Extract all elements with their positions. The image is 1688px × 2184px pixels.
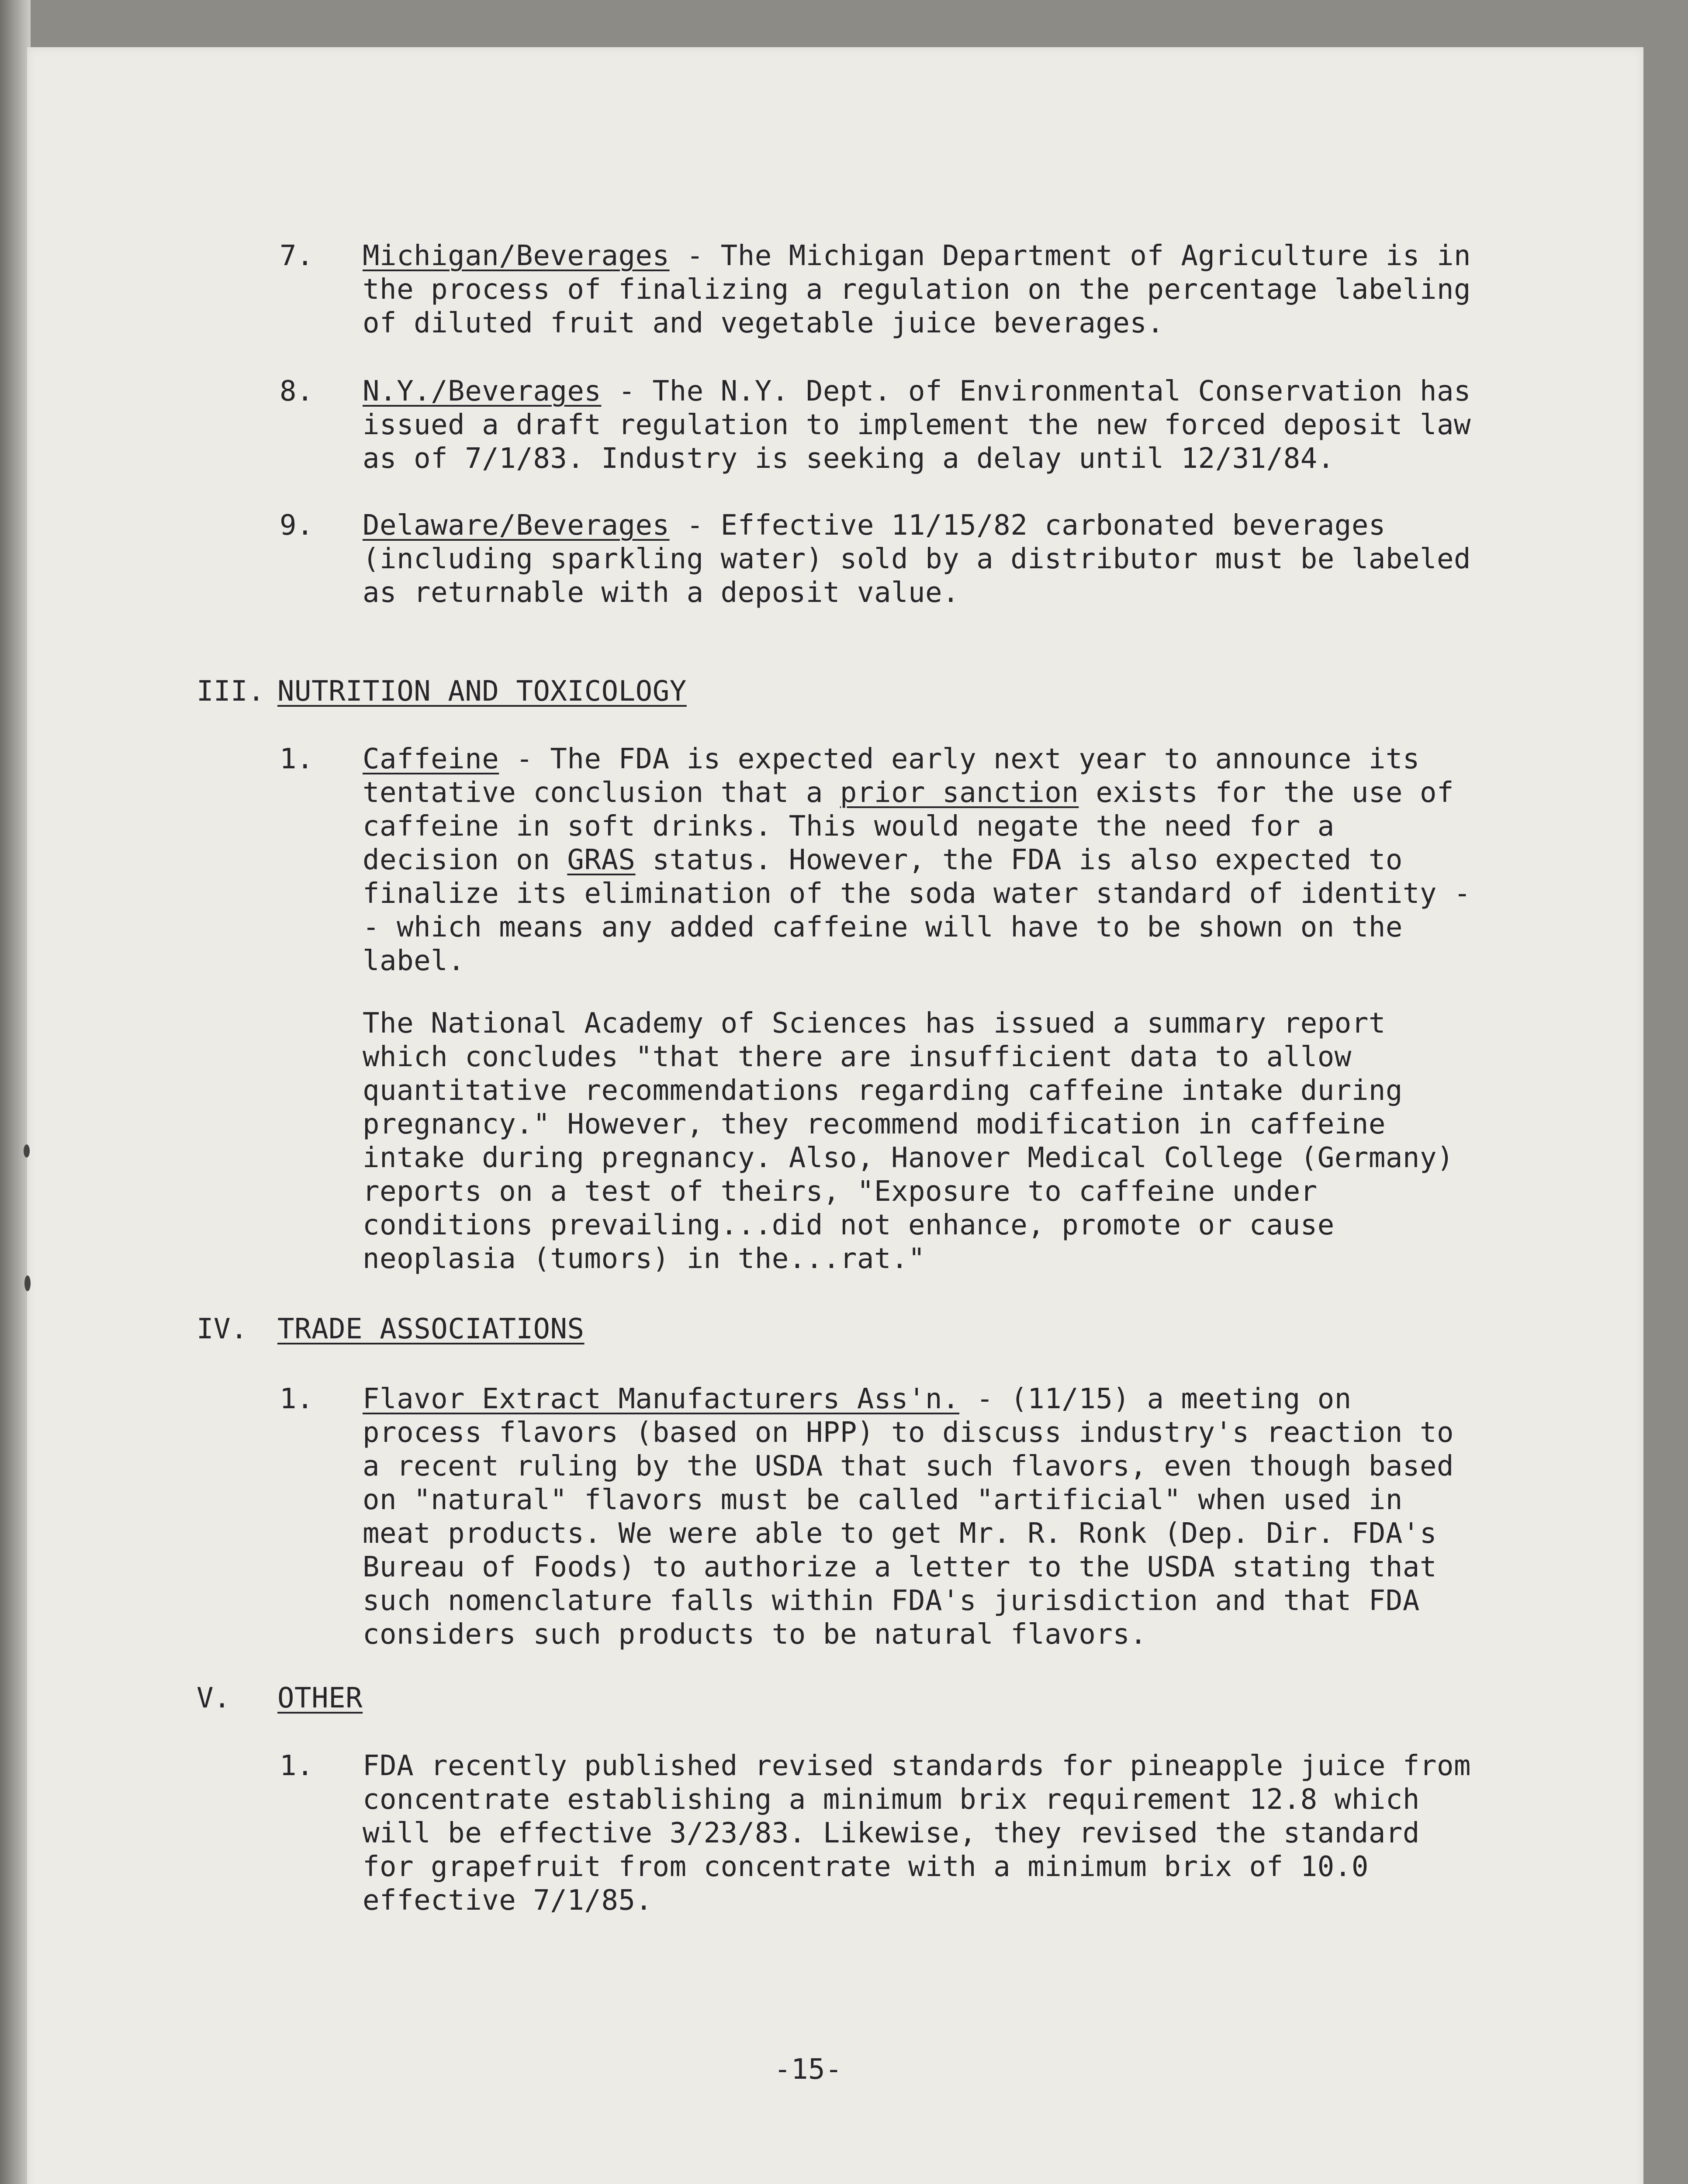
section-numeral: III. xyxy=(197,675,265,708)
section-numeral: V. xyxy=(197,1682,231,1714)
item-text: - The FDA is expected early next year to announce its tentative conclusion that a xyxy=(363,743,1420,809)
item-number: 7. xyxy=(280,240,314,272)
item-text: exists for the use of caffeine in soft drinks. This would negate the need for a decision on xyxy=(363,777,1454,876)
page-number: -15- xyxy=(774,2053,843,2086)
caffeine-paragraph-2 xyxy=(363,1007,1477,1276)
section-numeral: IV. xyxy=(197,1313,248,1345)
item-fda-standards xyxy=(363,1749,1477,1918)
item-ny-beverages xyxy=(363,375,1477,476)
prior-sanction-term: prior sanction xyxy=(840,777,1079,809)
item-heading: Delaware/Beverages xyxy=(363,509,670,542)
item-flavor-extract xyxy=(363,1382,1477,1652)
item-heading: Flavor Extract Manufacturers Ass'n. xyxy=(363,1383,960,1415)
item-text: - Effective 11/15/82 carbonated beverages (including sparkling water) sold by a distributor must be labeled as returnable with a deposit value. xyxy=(363,509,1471,609)
item-michigan-beverages xyxy=(363,239,1477,340)
margin-mark xyxy=(24,1144,30,1158)
margin-mark xyxy=(24,1275,31,1291)
item-number: 1. xyxy=(280,1750,314,1782)
item-text: - The N.Y. Dept. of Environmental Conservation has issued a draft regulation to implement the new forced deposit law as of 7/1/83. Industry is seeking a delay until 12/31/84. xyxy=(363,375,1471,475)
gras-term: GRAS xyxy=(567,844,636,876)
item-text: status. However, the FDA is also expected to finalize its elimination of the soda water standard of identity -- which means any added caffeine will have to be shown on the label. xyxy=(363,844,1471,977)
section-title-other: OTHER xyxy=(277,1682,363,1714)
binding-edge xyxy=(0,0,31,2184)
item-delaware-beverages xyxy=(363,509,1477,610)
item-heading: N.Y./Beverages xyxy=(363,375,602,408)
item-text: - (11/15) a meeting on process flavors (based on HPP) to discuss industry's reaction to a recent ruling by the USDA that such flavors, even though based on "natural" flavors must be called "artificial" when used in meat products. We were able to get Mr. R. Ronk (Dep. Dir. FDA's Bureau of Foods) to authorize a letter to the USDA stating that such nomenclature falls within FDA's jurisdiction and that FDA considers such products to be natural flavors. xyxy=(363,1383,1454,1651)
section-title-trade-associations: TRADE ASSOCIATIONS xyxy=(277,1313,585,1345)
item-text: FDA recently published revised standards for pineapple juice from concentrate establishing a minimum brix requirement 12.8 which will be effective 3/23/83. Likewise, they revised the standard for grapefruit from concentrate with a minimum brix of 10.0 effective 7/1/85. xyxy=(363,1750,1471,1917)
item-heading: Michigan/Beverages xyxy=(363,240,670,272)
section-title-nutrition: NUTRITION AND TOXICOLOGY xyxy=(277,675,687,708)
item-caffeine xyxy=(363,743,1477,978)
item-number: 1. xyxy=(280,1383,314,1415)
item-number: 8. xyxy=(280,375,314,408)
item-number: 9. xyxy=(280,509,314,542)
item-number: 1. xyxy=(280,743,314,775)
item-text: - The Michigan Department of Agriculture is in the process of finalizing a regulation on the percentage labeling of diluted fruit and vegetable juice beverages. xyxy=(363,240,1471,339)
paragraph-text: The National Academy of Sciences has issued a summary report which concludes "that there are insufficient data to allow quantitative recommendations regarding caffeine intake during pregnancy." However, they recommend modification in caffeine intake during pregnancy. Also, Hanover Medical College (Germany) reports on a test of theirs, "Exposure to caffeine under conditions prevailing...did not enhance, promote or cause neoplasia (tumors) in the...rat." xyxy=(363,1007,1454,1275)
item-heading: Caffeine xyxy=(363,743,499,775)
